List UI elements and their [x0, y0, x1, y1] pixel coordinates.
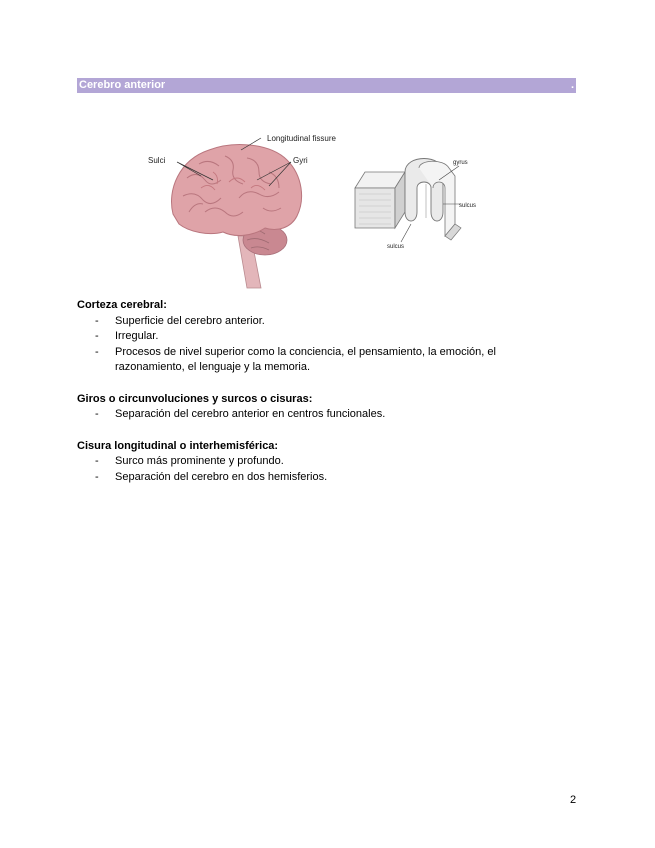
list-item-text: Irregular. — [115, 330, 159, 342]
label-sulci: Sulci — [148, 156, 166, 165]
list-marker: - — [95, 455, 99, 467]
block-list-cisura — [77, 454, 547, 485]
list-item-text: Separación del cerebro anterior en centros funcionales. — [115, 408, 386, 420]
list-item — [77, 345, 547, 376]
list-marker: - — [95, 408, 99, 420]
brain-figure — [143, 128, 477, 288]
brain-figure-svg — [143, 128, 477, 288]
label-sulcus-bottom: sulcus — [387, 244, 405, 250]
brain-illustration — [148, 134, 336, 288]
gyrus-sulcus-diagram — [355, 159, 476, 251]
block-heading-cisura: Cisura longitudinal o interhemisférica: — [77, 439, 279, 452]
block-heading-giros: Giros o circunvoluciones y surcos o cisuras: — [77, 392, 313, 405]
list-item-text: Superficie del cerebro anterior. — [115, 314, 265, 327]
label-longitudinal-fissure: Longitudinal fissure — [267, 134, 336, 143]
label-sulcus-side: sulcus — [459, 203, 477, 209]
label-gyrus: gyrus — [453, 160, 468, 166]
section-header-bar — [77, 78, 576, 93]
block-list-corteza — [77, 314, 547, 376]
section-trailing-mark: . — [570, 79, 574, 91]
list-marker: - — [95, 470, 99, 483]
list-item-text: Procesos de nivel superior como la conciencia, el pensamiento, la emoción, el razonamiento, el lenguaje y la memoria. — [115, 345, 496, 373]
document-body — [77, 298, 547, 501]
block-heading-corteza: Corteza cerebral: — [77, 299, 167, 311]
list-marker: - — [95, 314, 99, 327]
list-marker: - — [95, 345, 99, 358]
list-item-text: Separación del cerebro en dos hemisferios. — [115, 470, 328, 483]
list-item — [77, 470, 547, 486]
list-item-text: Surco más prominente y profundo. — [115, 455, 284, 467]
list-marker: - — [95, 330, 99, 342]
list-item — [77, 314, 547, 330]
list-item — [77, 329, 547, 345]
list-item — [77, 407, 547, 423]
list-item — [77, 454, 547, 470]
section-title: Cerebro anterior — [79, 79, 166, 91]
page-number: 2 — [570, 794, 577, 806]
label-gyri: Gyri — [293, 156, 308, 165]
block-list-giros — [77, 407, 547, 423]
